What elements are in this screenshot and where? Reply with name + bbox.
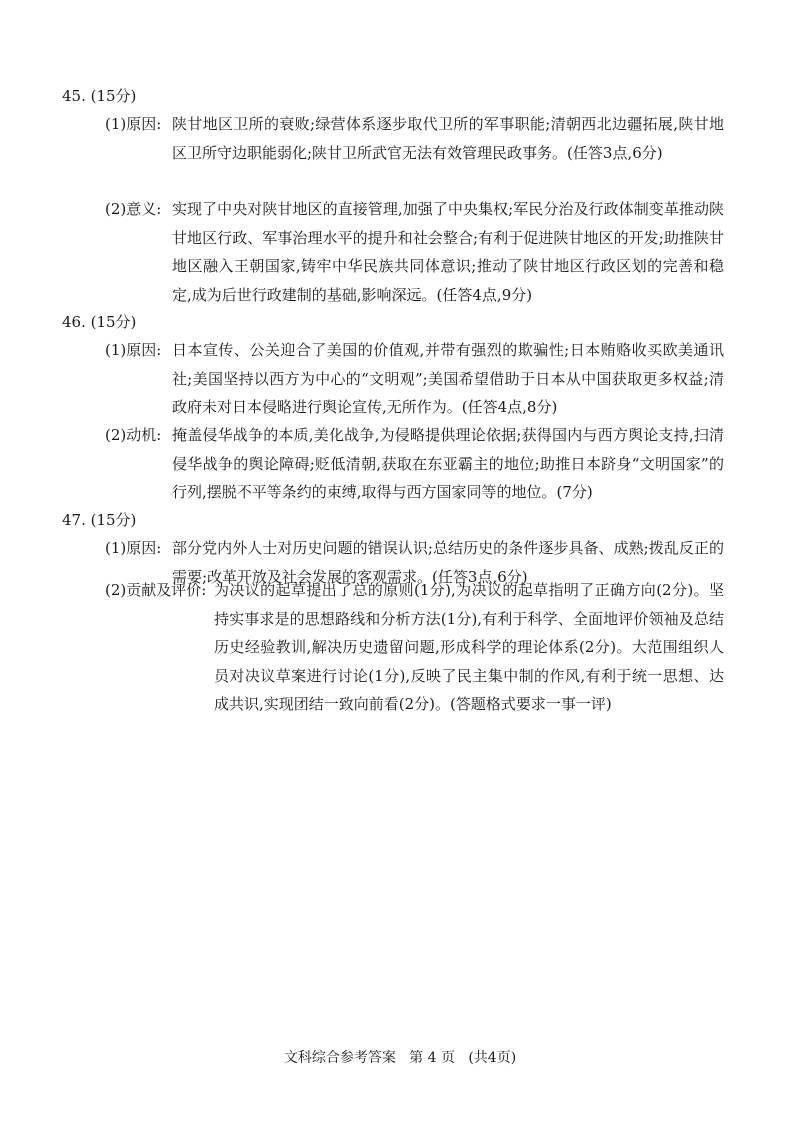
question-47-part-2-label: (2)贡献及评价: xyxy=(105,581,207,599)
question-45-part-1-answer: 陕甘地区卫所的衰败;绿营体系逐步取代卫所的军事职能;清朝西北边疆拓展,陕甘地区卫所守边职能弱化;陕甘卫所武官无法有效管理民政事务。(任答3点,6分) xyxy=(172,115,724,162)
question-45-part-2-label: (2)意义: xyxy=(105,200,162,218)
question-47-heading: 47. (15分) xyxy=(62,511,137,529)
question-46-part-1-label: (1)原因: xyxy=(105,341,162,359)
question-46-part-2-label: (2)动机: xyxy=(105,426,162,444)
question-47-part-1-answer: 部分党内外人士对历史问题的错误认识;总结历史的条件逐步具备、成熟;拨乱反正的需要;改革开放及社会发展的客观需求。(任答3点,6分) xyxy=(172,539,724,586)
question-47-part-2-answer: 为决议的起草提出了总的原则(1分),为决议的起草指明了正确方向(2分)。坚持实事求是的思想路线和分析方法(1分),有利于科学、全面地评价领袖及总结历史经验教训,解决历史遗留问题,形成科学的理论体系(2分)。大范围组织人员对决议草案进行讨论(1分),反映了民主集中制的作风,有利于统一思想、达成共识,实现团结一致向前看(2分)。(答题格式要求一事一评) xyxy=(214,581,724,713)
question-45-heading: 45. (15分) xyxy=(62,87,137,105)
page-footer: 文科综合参考答案 第 4 页 (共4页) xyxy=(283,1050,517,1066)
question-46-part-1-answer: 日本宣传、公关迎合了美国的价值观,并带有强烈的欺骗性;日本贿赂收买欧美通讯社;美国坚持以西方为中心的“文明观”;美国希望借助于日本从中国获取更多权益;清政府未对日本侵略进行舆论宣传,无所作为。(任答4点,8分) xyxy=(172,341,724,416)
question-46-part-2-answer: 掩盖侵华战争的本质,美化战争,为侵略提供理论依据;获得国内与西方舆论支持,扫清侵华战争的舆论障碍;贬低清朝,获取在东亚霸主的地位;助推日本跻身“文明国家”的行列,摆脱不平等条约的束缚,取得与西方国家同等的地位。(7分) xyxy=(172,426,724,501)
question-46-heading: 46. (15分) xyxy=(62,313,137,331)
question-47-part-1-label: (1)原因: xyxy=(105,539,162,557)
question-45-part-1-label: (1)原因: xyxy=(105,115,162,133)
question-45-part-2-answer: 实现了中央对陕甘地区的直接管理,加强了中央集权;军民分治及行政体制变革推动陕甘地区行政、军事治理水平的提升和社会整合;有利于促进陕甘地区的开发;助推陕甘地区融入王朝国家,铸牢中华民族共同体意识;推动了陕甘地区行政区划的完善和稳定,成为后世行政建制的基础,影响深远。(任答4点,9分) xyxy=(172,200,724,304)
